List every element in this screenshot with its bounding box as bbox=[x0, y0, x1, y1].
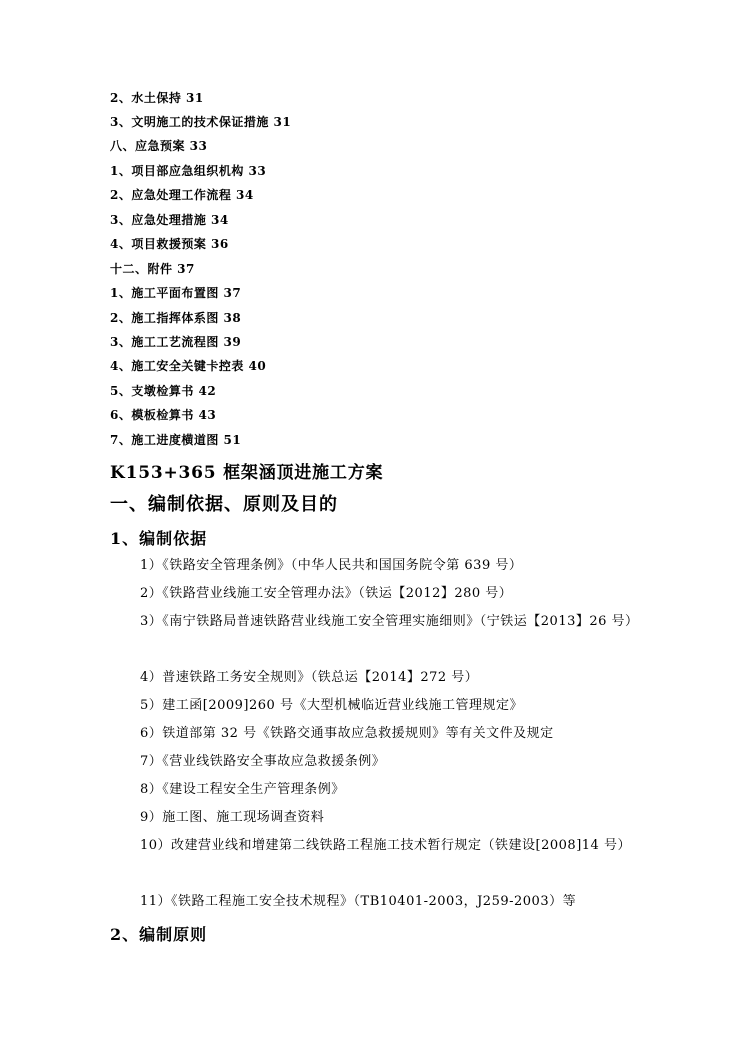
toc-entry: 3、应急处理措施 34 bbox=[110, 213, 229, 227]
basis-item: 9）施工图、施工现场调查资料 bbox=[140, 810, 325, 825]
basis-item: 10）改建营业线和增建第二线铁路工程施工技术暂行规定（铁建设[2008]14 号） bbox=[140, 838, 631, 853]
basis-item: 3）《南宁铁路局普速铁路营业线施工安全管理实施细则》（宁铁运【2013】26 号） bbox=[140, 614, 639, 629]
toc-entry: 4、项目救援预案 36 bbox=[110, 237, 229, 251]
section-heading: 一、编制依据、原则及目的 bbox=[110, 494, 338, 515]
toc-entry: 1、施工平面布置图 37 bbox=[110, 286, 242, 300]
toc-entry: 5、支墩检算书 42 bbox=[110, 384, 217, 398]
toc-entry: 1、项目部应急组织机构 33 bbox=[110, 164, 267, 178]
toc-entry: 十二、附件 37 bbox=[110, 262, 195, 276]
basis-item: 8）《建设工程安全生产管理条例》 bbox=[140, 782, 345, 797]
toc-entry: 3、施工工艺流程图 39 bbox=[110, 335, 242, 349]
subsection-heading: 2、编制原则 bbox=[110, 925, 208, 944]
toc-entry: 3、文明施工的技术保证措施 31 bbox=[110, 115, 292, 129]
basis-item: 4）普速铁路工务安全规则》（铁总运【2014】272 号） bbox=[140, 670, 479, 685]
document-title: K153+365 框架涵顶进施工方案 bbox=[110, 463, 384, 483]
basis-item: 1）《铁路安全管理条例》（中华人民共和国国务院令第 639 号） bbox=[140, 558, 523, 573]
toc-entry: 2、施工指挥体系图 38 bbox=[110, 311, 242, 325]
basis-item: 5）建工函[2009]260 号《大型机械临近营业线施工管理规定》 bbox=[140, 698, 523, 713]
basis-item: 7）《营业线铁路安全事故应急救援条例》 bbox=[140, 754, 386, 769]
toc-entry: 6、模板检算书 43 bbox=[110, 408, 217, 422]
basis-item: 2）《铁路营业线施工安全管理办法》（铁运【2012】280 号） bbox=[140, 586, 513, 601]
subsection-heading: 1、编制依据 bbox=[110, 529, 208, 548]
basis-item: 6）铁道部第 32 号《铁路交通事故应急救援规则》等有关文件及规定 bbox=[140, 726, 554, 741]
toc-entry: 7、施工进度横道图 51 bbox=[110, 433, 242, 447]
toc-entry: 2、应急处理工作流程 34 bbox=[110, 188, 254, 202]
basis-item: 11）《铁路工程施工安全技术规程》（TB10401-2003，J259-2003）等 bbox=[140, 894, 577, 909]
toc-entry: 八、应急预案 33 bbox=[110, 139, 208, 153]
toc-entry: 2、水土保持 31 bbox=[110, 91, 204, 105]
toc-entry: 4、施工安全关键卡控表 40 bbox=[110, 359, 267, 373]
